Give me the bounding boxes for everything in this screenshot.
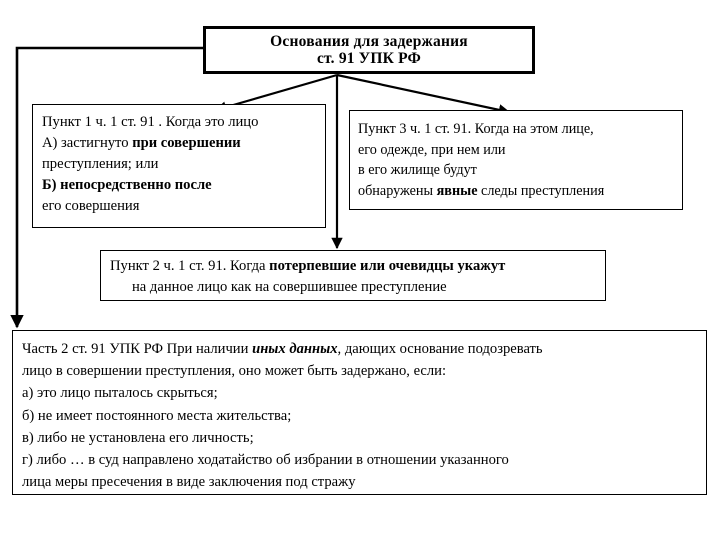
part2-line-7: лица меры пресечения в виде заключения под стражу [22,474,356,491]
point3-line-4-plain-b: следы преступления [477,183,605,200]
point1-line-1: Пункт 1 ч. 1 ст. 91 . Когда это лицо [42,114,259,130]
point1-box [32,104,326,228]
point3-line-1: Пункт 3 ч. 1 ст. 91. Когда на этом лице, [358,121,594,137]
part2-line-1-plain-b: , дающих основание подозревать [337,341,543,357]
part2-box [12,330,707,495]
point3-line-3: в его жилище будут [358,162,477,179]
point2-box [100,250,606,301]
part2-line-3: а) это лицо пыталось скрыться; [22,385,218,402]
point1-line-3: преступления; или [42,156,159,172]
part2-line-2: лицо в совершении преступления, оно может быть задержано, если: [22,363,447,380]
point1-line-4: Б) непосредственно после [42,177,212,193]
title-line-1: Основания для задержания [270,32,468,50]
point3-line-4-plain-a: обнаружены [358,183,437,200]
connector-title-to-point3 [337,75,509,112]
point3-box [349,110,683,210]
point2-line-1-bold: потерпевшие или очевидцы укажут [269,258,506,274]
point1-line-5: его совершения [42,198,140,214]
point3-line-4-bold: явные [436,183,478,200]
part2-line-1 [22,338,697,360]
point3-line-4 [358,181,676,202]
point2-line-1 [110,256,597,277]
point2-line-1-plain: Пункт 2 ч. 1 ст. 91. Когда [110,258,270,274]
point1-line-2-plain: А) застигнуто [42,135,133,151]
title-line-2: ст. 91 УПК РФ [316,50,422,67]
part2-line-4: б) не имеет постоянного места жительства; [22,407,292,424]
point2-line-2: на данное лицо как на совершившее преступление [132,279,447,296]
point1-line-2 [42,133,316,154]
part2-line-6: г) либо … в суд направлено ходатайство об избрании в отношении указанного [22,451,509,468]
title-box [203,26,535,74]
point3-line-2: его одежде, при нем или [358,141,506,158]
point1-line-2-bold: при совершении [132,135,241,151]
part2-line-1-bold-italic: иных данных [252,341,338,357]
part2-line-1-plain-a: Часть 2 ст. 91 УПК РФ При наличии [22,341,253,357]
part2-line-5: в) либо не установлена его личность; [22,429,254,446]
